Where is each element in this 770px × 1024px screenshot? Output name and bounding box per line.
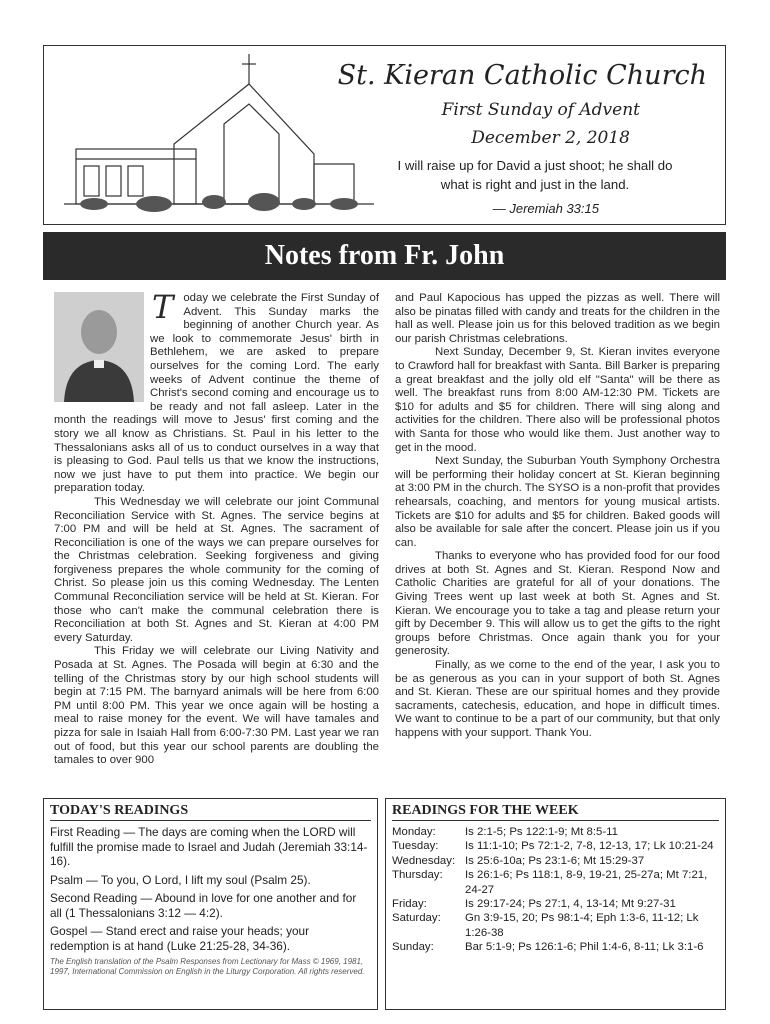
reading-references: Is 2:1-5; Ps 122:1-9; Mt 8:5-11	[465, 826, 619, 838]
scripture-citation: — Jeremiah 33:15	[492, 201, 599, 216]
week-reading-row	[392, 911, 719, 940]
notes-paragraph: oday we celebrate the First Sunday of Advent. This Sunday marks the beginning of another Church year. As we look to commemorate Jesus' birth in Bethlehem, we are asked to prepare ourselves for the coming Lord. The early weeks of Advent continue the theme of Christ's second coming and encourage us to be ready and not fall asleep. Later in the month the readings will move to Jesus' first coming and the story we all know as Christians. St. Paul in his letter to the Thessalonians asks all of us to conduct ourselves in a way that is pleasing to God. Paul tells us that we know the instructions, now we just have to put them into practice. We begin our preparation today.	[54, 292, 379, 495]
notes-title: Notes from Fr. John	[264, 240, 505, 271]
week-readings-box	[385, 798, 726, 1010]
copyright-notice: The English translation of the Psalm Responses from Lectionary for Mass © 1969, 1981, 1997, International Commission on English in the Liturgy Corporation. All rights reserved.	[50, 957, 365, 976]
week-reading-row	[392, 854, 719, 868]
notes-paragraph: Thanks to everyone who has provided food for our food drives at both St. Agnes and St. Kieran. Respond Now and Catholic Charities are grateful for all of your donations. The Giving Trees went up last week at both St. Agnes and St. Kieran. We encourage you to take a tag and please return your gift by December 9. This will allow us to get the gifts to the right groups before Christmas. Once again thank you for your generosity.	[395, 550, 720, 658]
scripture-quote: I will raise up for David a just shoot; he shall do what is right and just in the land.	[397, 158, 673, 192]
week-reading-row	[392, 825, 719, 839]
todays-readings-box	[43, 798, 378, 1010]
church-illustration	[64, 54, 374, 222]
week-reading-row	[392, 897, 719, 911]
weekday-label: Tuesday:	[392, 840, 439, 853]
notes-left-column	[54, 288, 379, 768]
reading-references: Is 25:6-10a; Ps 23:1-6; Mt 15:29-37	[465, 854, 645, 867]
weekday-label: Sunday:	[392, 941, 434, 954]
notes-banner	[43, 232, 726, 280]
notes-paragraph: This Wednesday we will celebrate our joint Communal Reconciliation Service with St. Agnes. The service begins at 7:00 PM and will be held at St. Agnes. The sacrament of Reconciliation is one of the ways we can prepare ourselves for the Christmas celebration. Seeking forgiveness and giving forgiveness prepares the whole community for the coming of Christ. So please join us this coming Wednesday. The Lenten Communal Reconciliation service will be held at St. Kieran. For those who can't make the communal celebration there is Reconciliation at both St. Agnes and St. Kieran at 4:00 PM every Saturday.	[54, 495, 379, 644]
notes-paragraph: Next Sunday, the Suburban Youth Symphony Orchestra will be performing their holiday concert at St. Kieran beginning at 3:00 PM in the church. The SYSO is a non-profit that provides rehearsals, coaching, and mentors for young musical artists. Tickets are $10 for adults and $5 for children. Baked goods will also be available for sale after the concert. Please join us if you can.	[395, 455, 720, 549]
reading-references: Bar 5:1-9; Ps 126:1-6; Phil 1:4-6, 8-11; Lk 3:1-6	[465, 941, 704, 954]
week-reading-row	[392, 940, 719, 954]
reading-references: Is 11:1-10; Ps 72:1-2, 7-8, 12-13, 17; Lk 10:21-24	[465, 840, 714, 853]
reading-item: Psalm — To you, O Lord, I lift my soul (Psalm 25).	[50, 872, 311, 887]
church-name: St. Kieran Catholic Church	[337, 60, 707, 91]
reading-item: First Reading — The days are coming when the LORD will fulfill the promise made to Israel and Judah (Jeremiah 33:14-16).	[50, 825, 368, 868]
priest-photo	[54, 292, 144, 402]
notes-paragraph: Finally, as we come to the end of the year, I ask you to be as generous as you can in your support of both St. Agnes and St. Kieran. These are our spiritual homes and they provide sacraments, catechesis, education, and hope in difficult times. We want to continue to be a part of our community, but that only happens with your support. Thank You.	[395, 659, 720, 739]
reading-item: Gospel — Stand erect and raise your heads; your redemption is at hand (Luke 21:25-28, 34-36).	[50, 924, 310, 953]
drop-cap: T	[152, 288, 174, 326]
bulletin-header	[43, 45, 726, 225]
reading-references: Is 26:1-6; Ps 118:1, 8-9, 19-21, 25-27a; Mt 7:21, 24-27	[465, 869, 708, 896]
reading-item: Second Reading — Abound in love for one another and for all (1 Thessalonians 3:12 — 4:2).	[50, 891, 357, 920]
todays-readings-title: TODAY'S READINGS	[50, 803, 371, 821]
reading-references: Gn 3:9-15, 20; Ps 98:1-4; Eph 1:3-6, 11-12; Lk 1:26-38	[465, 912, 699, 939]
notes-paragraph: and Paul Kapocious has upped the pizzas as well. There will also be pinatas filled with candy and treats for the children in the hall as well. Please join us for this beloved tradition as we begin our parish Christmas celebrations.	[395, 292, 720, 345]
weekday-label: Monday:	[392, 826, 436, 838]
weekday-label: Wednesday:	[392, 854, 456, 867]
week-reading-row	[392, 868, 719, 897]
week-readings-title: READINGS FOR THE WEEK	[392, 803, 719, 821]
weekday-label: Thursday:	[392, 869, 443, 882]
week-reading-row	[392, 839, 719, 853]
notes-right-column	[395, 292, 720, 741]
reading-references: Is 29:17-24; Ps 27:1, 4, 13-14; Mt 9:27-31	[465, 898, 676, 911]
liturgical-occasion: First Sunday of Advent	[441, 100, 640, 120]
notes-paragraph: This Friday we will celebrate our Living Nativity and Posada at St. Agnes. The Posada will begin at 6:30 and the telling of the Christmas story by our high school students will begin at 7:15 PM. The barnyard animals will be here from 6:00 PM until 8:00 PM. This year we once again will be hosting a meal to raise money for the event. We will have tamales and pizza for sale in Isaiah Hall from 6:00-7:30 PM. Last year we ran out of food, but this year our school parents are doubling the tamales to over 900	[54, 645, 379, 767]
weekday-label: Friday:	[392, 898, 427, 911]
notes-paragraph: Next Sunday, December 9, St. Kieran invites everyone to Crawford hall for breakfast with Santa. Bill Barker is preparing a great breakfast and the jolly old elf "Santa" will be there as well. The breakfast runs from 8:00 AM-12:30 PM. Tickets are $10 for adults and $5 for children. There will sing along and activities for the children. There also will be professional photos with Santa for those who would like them. Just another way to get in the mood.	[395, 346, 720, 454]
bulletin-date: December 2, 2018	[471, 128, 630, 148]
weekday-label: Saturday:	[392, 912, 441, 925]
